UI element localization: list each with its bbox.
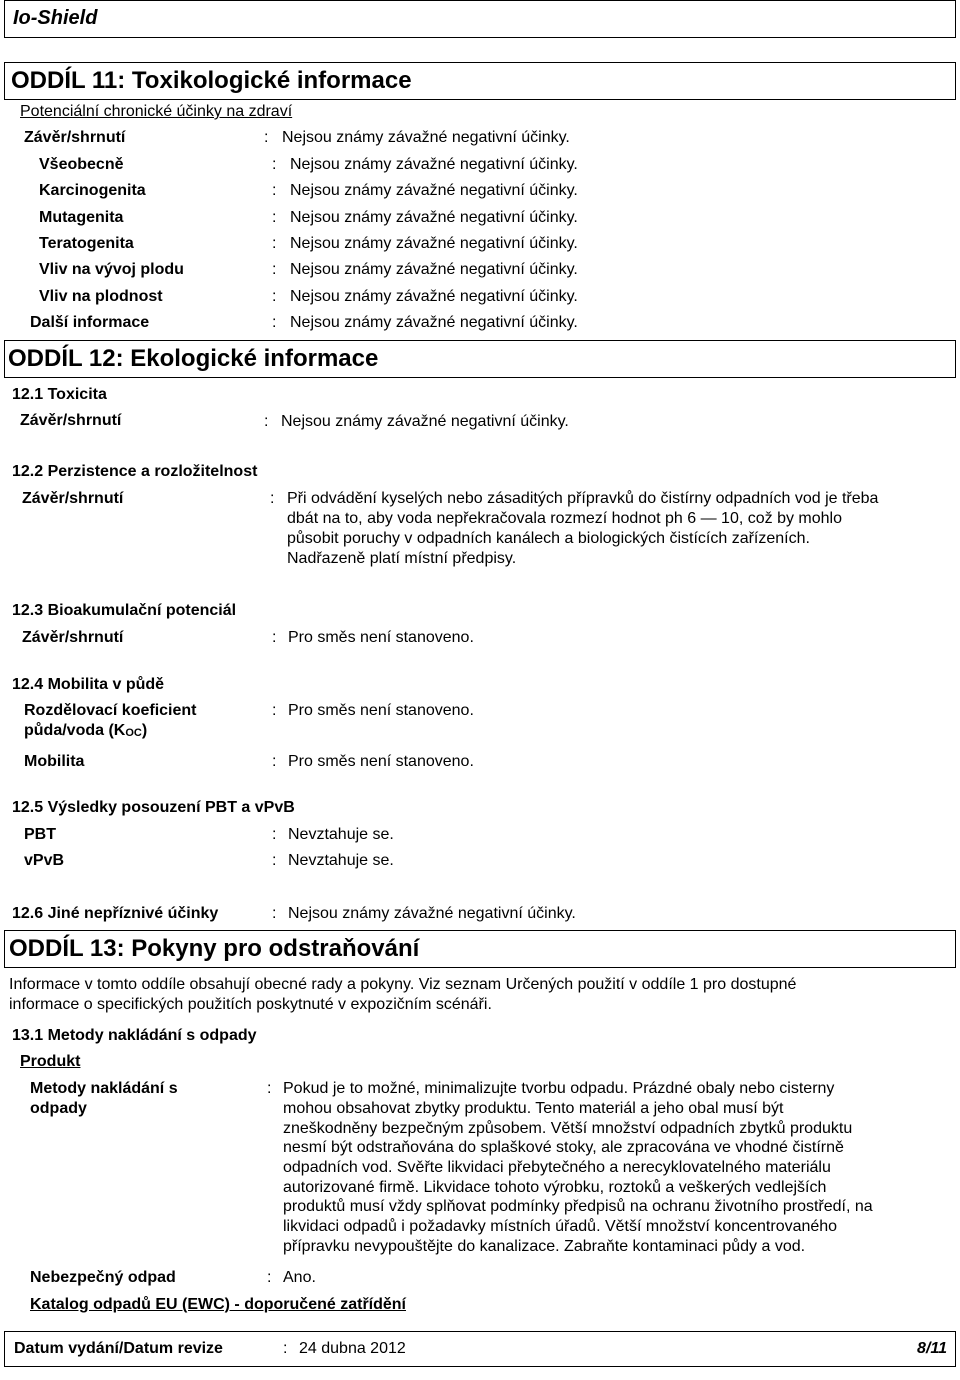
colon: : xyxy=(272,209,277,226)
methods-text-line: Pokud je to možné, minimalizujte tvorbu odpadu. Prázdné obaly nebo cisterny xyxy=(283,1080,835,1097)
colon: : xyxy=(272,156,277,173)
koc-subscript: OC xyxy=(125,727,142,739)
koc-label-line xyxy=(24,722,147,740)
koc-label-close: ) xyxy=(141,722,148,739)
persistence-heading: 12.2 Perzistence a rozložitelnost xyxy=(12,463,258,480)
methods-text-line: přípravku nevypouštějte do kanalizace. Zabraňte kontaminaci půdy a vod. xyxy=(283,1238,806,1255)
s11-row-value: Nejsou známy závažné negativní účinky. xyxy=(290,261,578,278)
koc-label-line: Rozdělovací koeficient xyxy=(24,702,197,719)
s11-row-value: Nejsou známy závažné negativní účinky. xyxy=(290,182,578,199)
colon: : xyxy=(272,235,277,252)
colon: : xyxy=(272,702,277,719)
hazardous-waste-label: Nebezpečný odpad xyxy=(30,1269,176,1286)
methods-text-line: zneškodněny bezpečným způsobem. Větší množství odpadních zbytků produktu xyxy=(283,1120,853,1137)
vpvb-value: Nevztahuje se. xyxy=(288,852,394,869)
s11-row-value: Nejsou známy závažné negativní účinky. xyxy=(290,156,578,173)
bioaccumulation-heading: 12.3 Bioakumulační potenciál xyxy=(12,602,237,619)
pbt-label: PBT xyxy=(24,826,56,843)
colon: : xyxy=(272,629,277,646)
mobility-heading: 12.4 Mobilita v půdě xyxy=(12,676,165,693)
colon: : xyxy=(264,413,269,430)
disposal-methods-heading: 13.1 Metody nakládání s odpady xyxy=(12,1027,257,1044)
colon: : xyxy=(283,1340,288,1357)
s11-row-label: Vliv na vývoj plodu xyxy=(39,261,184,278)
s11-row-value: Nejsou známy závažné negativní účinky. xyxy=(290,209,578,226)
s11-row-label: Další informace xyxy=(30,314,150,331)
colon: : xyxy=(264,129,269,146)
colon: : xyxy=(272,852,277,869)
methods-text-line: nesmí být odstraňována do splaškové stoky, ale zpracována ve vhodné čistírně xyxy=(283,1139,844,1156)
other-effects-heading: 12.6 Jiné nepříznivé účinky xyxy=(12,905,219,922)
issue-date-value: 24 dubna 2012 xyxy=(299,1340,406,1357)
section-12-header xyxy=(4,340,956,378)
bioaccumulation-label: Závěr/shrnutí xyxy=(22,629,124,646)
issue-date-label: Datum vydání/Datum revize xyxy=(14,1340,223,1357)
methods-text-line: autorizované firmě. Likvidace tohoto výrobku, roztoků a veškerých vedlejších xyxy=(283,1179,827,1196)
ewc-catalog-heading: Katalog odpadů EU (EWC) - doporučené zatřídění xyxy=(30,1296,406,1313)
vpvb-label: vPvB xyxy=(24,852,65,869)
bioaccumulation-value: Pro směs není stanoveno. xyxy=(288,629,474,646)
section-13-header xyxy=(4,930,956,968)
persistence-text-line: Při odvádění kyselých nebo zásaditých přípravků do čistírny odpadních vod je třeba xyxy=(287,490,879,507)
koc-value: Pro směs není stanoveno. xyxy=(288,702,474,719)
section-13-intro-line: informace o specifických použitích poskytnuté v expozičním scénáři. xyxy=(9,996,492,1013)
persistence-text-line: působit poruchy v odpadních kanálech a biologických čistících zařízeních. xyxy=(287,530,810,547)
methods-text-line: produktů musí vždy splňovat podmínky předpisů na ochranu životního prostředí, na xyxy=(283,1198,873,1215)
s11-row-label: Všeobecně xyxy=(39,156,124,173)
s11-row-label: Závěr/shrnutí xyxy=(24,129,126,146)
persistence-label: Závěr/shrnutí xyxy=(22,490,124,507)
section-13-intro-line: Informace v tomto oddíle obsahují obecné rady a pokyny. Viz seznam Určených použití v oddíle 1 pro dostupné xyxy=(9,976,797,993)
colon: : xyxy=(272,288,277,305)
colon: : xyxy=(272,314,277,331)
mobility-label: Mobilita xyxy=(24,753,85,770)
pbt-value: Nevztahuje se. xyxy=(288,826,394,843)
persistence-text-line: Nadřazeně platí místní předpisy. xyxy=(287,550,517,567)
toxicity-value: Nejsou známy závažné negativní účinky. xyxy=(281,413,569,430)
s11-row-label: Teratogenita xyxy=(39,235,134,252)
hazardous-waste-value: Ano. xyxy=(283,1269,316,1286)
persistence-text-line: dbát na to, aby voda nepřekračovala rozmezí hodnot ph 6 — 10, což by mohlo xyxy=(287,510,842,527)
s11-row-value: Nejsou známy závažné negativní účinky. xyxy=(290,314,578,331)
mobility-value: Pro směs není stanoveno. xyxy=(288,753,474,770)
pbt-heading: 12.5 Výsledky posouzení PBT a vPvB xyxy=(12,799,295,816)
colon: : xyxy=(272,905,277,922)
section-13-title: ODDÍL 13: Pokyny pro odstraňování xyxy=(9,935,420,962)
colon: : xyxy=(272,261,277,278)
s11-row-label: Vliv na plodnost xyxy=(39,288,163,305)
s11-row-value: Nejsou známy závažné negativní účinky. xyxy=(282,129,570,146)
methods-text-line: mohou obsahovat zbytky produktu. Tento materiál a jeho obal musí být xyxy=(283,1100,784,1117)
section-11-header xyxy=(4,62,956,100)
colon: : xyxy=(272,753,277,770)
document-header xyxy=(4,0,956,38)
methods-label-line: Metody nakládání s xyxy=(30,1080,178,1097)
koc-label-text: půda/voda (K xyxy=(24,722,126,739)
chronic-effects-heading: Potenciální chronické účinky na zdraví xyxy=(20,103,293,120)
s11-row-label: Karcinogenita xyxy=(39,182,146,199)
other-effects-value: Nejsou známy závažné negativní účinky. xyxy=(288,905,576,922)
toxicity-label: Závěr/shrnutí xyxy=(20,412,122,429)
colon: : xyxy=(272,826,277,843)
section-11-title: ODDÍL 11: Toxikologické informace xyxy=(11,67,412,94)
s11-row-value: Nejsou známy závažné negativní účinky. xyxy=(290,288,578,305)
colon: : xyxy=(267,1080,272,1097)
s11-row-value: Nejsou známy závažné negativní účinky. xyxy=(290,235,578,252)
methods-text-line: likvidaci odpadů i požadavky místních úřadů. Větší množství koncentrovaného xyxy=(283,1218,838,1235)
s11-row-label: Mutagenita xyxy=(39,209,124,226)
product-name: Io-Shield xyxy=(13,7,98,29)
colon: : xyxy=(272,182,277,199)
toxicity-heading: 12.1 Toxicita xyxy=(12,386,107,403)
colon: : xyxy=(267,1269,272,1286)
colon: : xyxy=(270,490,275,507)
section-12-title: ODDÍL 12: Ekologické informace xyxy=(8,345,379,372)
document-footer xyxy=(4,1331,956,1367)
page-number: 8/11 xyxy=(917,1340,947,1357)
methods-label-line: odpady xyxy=(30,1100,87,1117)
methods-text-line: odpadních vod. Svěřte likvidaci přebytečného a nerecyklovatelného materiálu xyxy=(283,1159,831,1176)
product-heading: Produkt xyxy=(20,1053,81,1070)
